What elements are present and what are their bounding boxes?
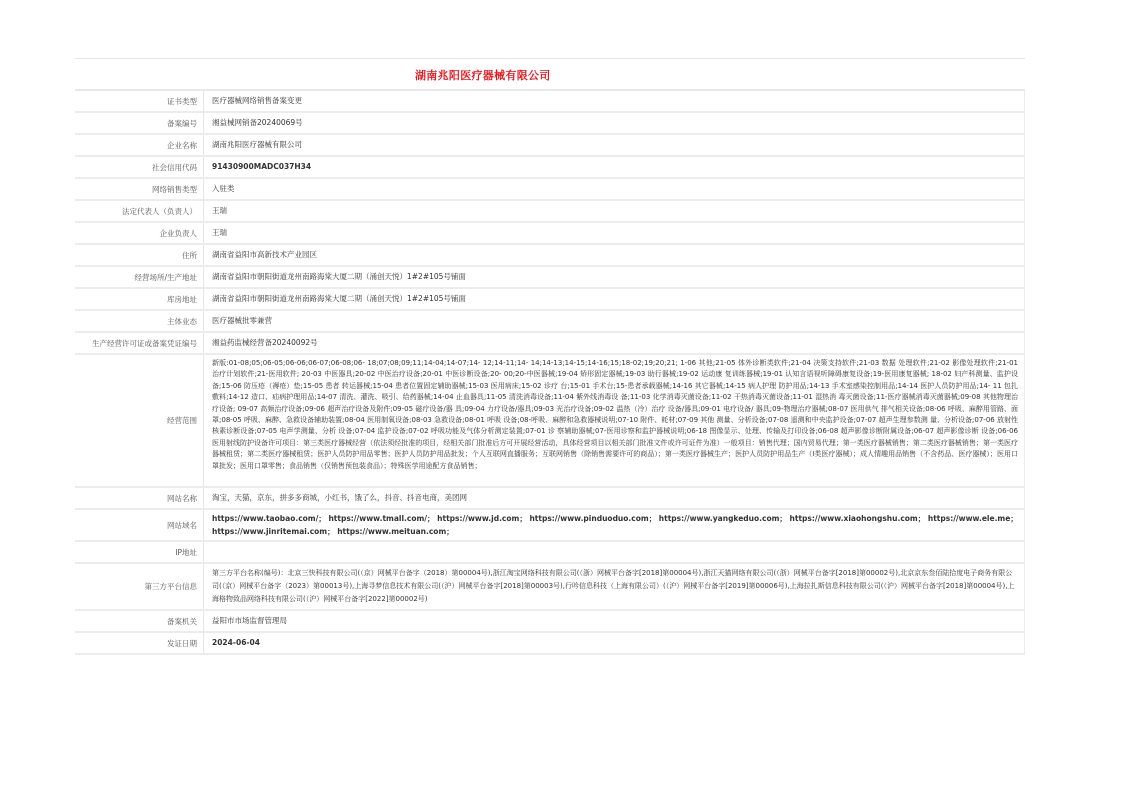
value: 湖南兆阳医疗器械有限公司 bbox=[212, 140, 302, 150]
row-warehouse-address bbox=[75, 289, 1025, 311]
label: 经营场所/生产地址 bbox=[75, 267, 204, 287]
value bbox=[204, 542, 1024, 562]
label: 经营范围 bbox=[75, 355, 204, 486]
value: https://www.taobao.com/； https://www.tmall.com/； https://www.jd.com； https://www.pinduoduo.com； https://www.yangkeduo.com； https://www.xiaohongshu.com； https://www.ele.me； https://www.jinritemai.com； https://www.meituan.com； bbox=[212, 514, 1018, 536]
label: 网站域名 bbox=[75, 510, 204, 540]
label: 备案机关 bbox=[75, 611, 204, 631]
label: 网站名称 bbox=[75, 488, 204, 508]
row-business-scope bbox=[75, 355, 1025, 488]
value: 湘益械网销备20240069号 bbox=[212, 118, 303, 128]
label: 第三方平台信息 bbox=[75, 564, 204, 609]
value: 2024-06-04 bbox=[212, 638, 260, 648]
row-ip-address bbox=[75, 542, 1025, 564]
row-domicile bbox=[75, 245, 1025, 267]
title-row bbox=[75, 59, 1025, 91]
certificate-table bbox=[75, 58, 1025, 655]
label: 生产经营许可证或备案凭证编号 bbox=[75, 333, 204, 353]
label: 社会信用代码 bbox=[75, 157, 204, 177]
row-cert-type bbox=[75, 91, 1025, 113]
value: 第三方平台名称(编号)：北京三快科技有限公司(（京）网械平台备字（2018）第00004号),浙江淘宝网络科技有限公司(（浙）网械平台备字[2018]第00004号),浙江天猫网络有限公司(（浙）网械平台备字[2018]第00002号),北京京东叁佰陆拾度电子商务有限公司(（京）网械平台备字（2023）第00013号),上海寻梦信息技术有限公司(（沪）网械平台备字[2018]第00003号),行吟信息科技（上海有限公司）(（沪）网械平台备字[2019]第00006号),上海拉扎斯信息科技有限公司(（沪）网械平台备字[2018]第00004号),上海格物致品网络科技有限公司(（沪）网械平台备字[2022]第00002号) bbox=[212, 569, 1015, 603]
label: 主体业态 bbox=[75, 311, 204, 331]
row-legal-rep bbox=[75, 201, 1025, 223]
label: 备案编号 bbox=[75, 113, 204, 133]
label: 法定代表人（负责人） bbox=[75, 201, 204, 221]
row-issue-date bbox=[75, 633, 1025, 655]
row-record-number bbox=[75, 113, 1025, 135]
row-business-address bbox=[75, 267, 1025, 289]
label: 网络销售类型 bbox=[75, 179, 204, 199]
value: 新版:01-08;05;06-05;06-06;06-07;06-08;06- 18;07;08;09;11;14-04;14-07;14- 12;14-11;14- 14;14-13;14-15;14-16;15;18-02;19;20;21; 1-06 其他;21-05 体外诊断类软件;21-04 决策支持软件;21-03 数据 处理软件;21-02 影像处理软件;21-01 治疗计划软件;21-医用软件; 20-03 中医器具;20-02 中医治疗设备;20-01 中医诊断设备;20- 00;20-中医器械;19-04 矫形固定器械;19-03 助行器械;19-02 运动康 复训练器械;19-01 认知言语视听障碍康复设备;19-医用康复器械; 18-02 妇产科测量、监护设备;15-06 防压疮（褥疮）垫;15-05 患者 转运器械;15-04 患者位置固定辅助器械;15-03 医用病床;15-02 诊疗 台;15-01 手术台;15-患者承载器械;14-16 其它器械;14-15 病人护理 防护用品;14-13 手术室感染控制用品;14-14 医护人员防护用品;14- 11 包扎敷料;14-12 造口、疝病护理用品;14-07 清洗、灌洗、吸引、给药器械;14-04 止血器具;11-05 清洗消毒设备;11-04 紫外线消毒设 备;11-03 化学消毒灭菌设备;11-02 干热消毒灭菌设备;11-01 湿热消 毒灭菌设备;11-医疗器械消毒灭菌器械;09-08 其他物理治疗设备; 09-07 高频治疗设备;09-06 超声治疗设备及附件;09-05 磁疗设备/器 具;09-04 力疗设备/器具;09-03 光治疗设备;09-02 温热（冷）治疗 设备/器具;09-01 电疗设备/ 器具;09-物理治疗器械;08-07 医用供气 排气相关设备;08-06 呼吸、麻醉用管路、面罩;08-05 呼吸、麻醉、急救设备辅助装置;08-04 医用制氧设备;08-03 急救设备;08-01 呼吸 设备;08-呼吸、麻醉和急救器械说明;07-10 附件、耗材;07-09 其他 测量、分析设备;07-08 遥测和中央监护设备;07-07 超声生理参数测 量、分析设备;07-06 放射性核素诊断设备;07-05 电声学测量、分析 设备;07-04 监护设备;07-02 呼吸功能及气体分析测定装置;07-01 诊 察辅助器械;07-医用诊察和监护器械说明;06-18 图像显示、处理、传输及打印设备;06-08 超声影像诊断附属设备;06-07 超声影像诊断 设备;06-06 医用射线防护设备许可项目：第三类医疗器械经营（依法须经批准的项目，经相关部门批准后方可开展经营活动，具体经营项目以相关部门批准文件或许可证件为准）一般项目：销售代理；国内贸易代理；第一类医疗器械销售；第二类医疗器械销售；第一类医疗器械租赁；第二类医疗器械租赁；医护人员防护用品零售；医护人员防护用品批发；个人互联网直播服务；互联网销售（除销售需要许可的商品）；第一类医疗器械生产；医护人员防护用品生产（Ⅰ类医疗器械）；成人情趣用品销售（不含药品、医疗器械）；医用口罩批发；医用口罩零售；食品销售（仅销售预包装食品）；特殊医学用途配方食品销售； bbox=[212, 359, 1018, 470]
value: 医疗器械批零兼营 bbox=[212, 316, 272, 326]
label: 库房地址 bbox=[75, 289, 204, 309]
value: 医疗器械网络销售备案变更 bbox=[212, 96, 302, 106]
label: 企业负责人 bbox=[75, 223, 204, 243]
value: 91430900MADC037H34 bbox=[212, 162, 312, 172]
row-filing-authority bbox=[75, 611, 1025, 633]
row-business-form bbox=[75, 311, 1025, 333]
row-third-party-platform bbox=[75, 564, 1025, 611]
label: 住所 bbox=[75, 245, 204, 265]
company-title: 湖南兆阳医疗器械有限公司 bbox=[415, 69, 551, 82]
label: IP地址 bbox=[75, 542, 204, 562]
row-website-domain bbox=[75, 510, 1025, 542]
value: 淘宝，天猫，京东，拼多多商城，小红书，饿了么，抖音、抖音电商，美团网 bbox=[212, 493, 467, 503]
row-company-head bbox=[75, 223, 1025, 245]
value: 王瑞 bbox=[212, 228, 227, 238]
label: 企业名称 bbox=[75, 135, 204, 155]
value: 益阳市市场监督管理局 bbox=[212, 616, 287, 626]
row-license-number bbox=[75, 333, 1025, 355]
value: 王瑞 bbox=[212, 206, 227, 216]
value: 湘益药监械经营备20240092号 bbox=[212, 338, 318, 348]
row-company-name bbox=[75, 135, 1025, 157]
label: 发证日期 bbox=[75, 633, 204, 653]
label: 证书类型 bbox=[75, 91, 204, 111]
value: 湖南省益阳市朝阳街道龙州南路海棠大厦二期（涌创天悦）1#2#105号铺面 bbox=[212, 272, 466, 282]
value: 湖南省益阳市朝阳街道龙州南路海棠大厦二期（涌创天悦）1#2#105号铺面 bbox=[212, 294, 466, 304]
value: 湖南省益阳市高新技术产业园区 bbox=[212, 250, 317, 260]
value: 入驻类 bbox=[212, 184, 235, 194]
row-website-name bbox=[75, 488, 1025, 510]
row-sales-type bbox=[75, 179, 1025, 201]
row-credit-code bbox=[75, 157, 1025, 179]
